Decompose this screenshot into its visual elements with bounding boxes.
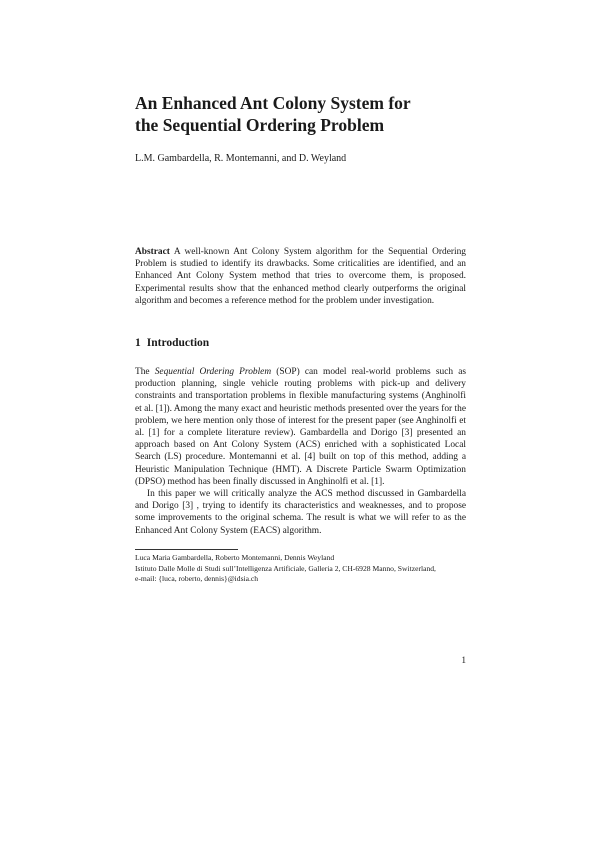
section-title: Introduction	[146, 337, 210, 349]
abstract-label: Abstract	[135, 247, 170, 257]
abstract-text: A well-known Ant Colony System algorithm for the Sequential Ordering Problem is studied to identify its drawbacks. Some criticalities are identified, and an Enhanced Ant Colony System method that tries to overcome them, is proposed. Experimental results show that the enhanced method clearly outperforms the original algorithm and becomes a reference method for the problem under investigation.	[135, 247, 466, 306]
footnote-affiliation: Istituto Dalle Molle di Studi sull’Intelligenza Artificiale, Galleria 2, CH-6928 Manno, Switzerland,	[135, 563, 436, 573]
body-text	[135, 366, 466, 537]
footnote-email: e-mail: {luca, roberto, dennis}@idsia.ch	[135, 574, 259, 584]
abstract	[135, 246, 466, 307]
footnote-authors: Luca Maria Gambardella, Roberto Montemanni, Dennis Weyland	[135, 553, 335, 562]
section-number: 1	[135, 337, 141, 349]
paper-title	[135, 92, 466, 136]
footnote-rule	[135, 549, 238, 550]
page-number: 1	[461, 656, 466, 666]
title-line-2: the Sequential Ordering Problem	[135, 115, 385, 135]
paragraph-1-emphasis: Sequential Ordering Problem	[154, 367, 272, 377]
paragraph-2: In this paper we will critically analyze the ACS method discussed in Gambardella and Dorigo [3] , trying to identify its characteristics and weaknesses, and to propose some improvements to the original schema. The result is what we will refer to as the Enhanced Ant Colony System (EACS) algorithm.	[135, 489, 466, 536]
paragraph-1-rest: (SOP) can model real-world problems such as production planning, single vehicle routing problems with pick-up and delivery constraints and transportation problems in flexible manufacturing systems (Anghinolfi et al. [1]). Among the many exact and heuristic methods presented over the years for the problem, we here mention only those of interest for the present paper (see Anghinolfi et al. [1] for a complete literature review). Gambardella and Dorigo [3] presented an approach based on Ant Colony System (ACS) enriched with a sophisticated Local Search (LS) procedure. Montemanni et al. [4] built on top of this method, adding a Heuristic Manipulation Technique (HMT). A Discrete Particle Swarm Optimization (DPSO) method has been finally discussed in Anghinolfi et al. [1].	[135, 367, 467, 487]
paragraph-1-lead: The	[135, 367, 155, 377]
paragraph-1	[135, 366, 466, 488]
section-heading	[135, 337, 466, 349]
author-list: L.M. Gambardella, R. Montemanni, and D. Weyland	[135, 153, 347, 164]
title-line-1: An Enhanced Ant Colony System for	[135, 93, 411, 113]
footnote	[135, 553, 466, 585]
